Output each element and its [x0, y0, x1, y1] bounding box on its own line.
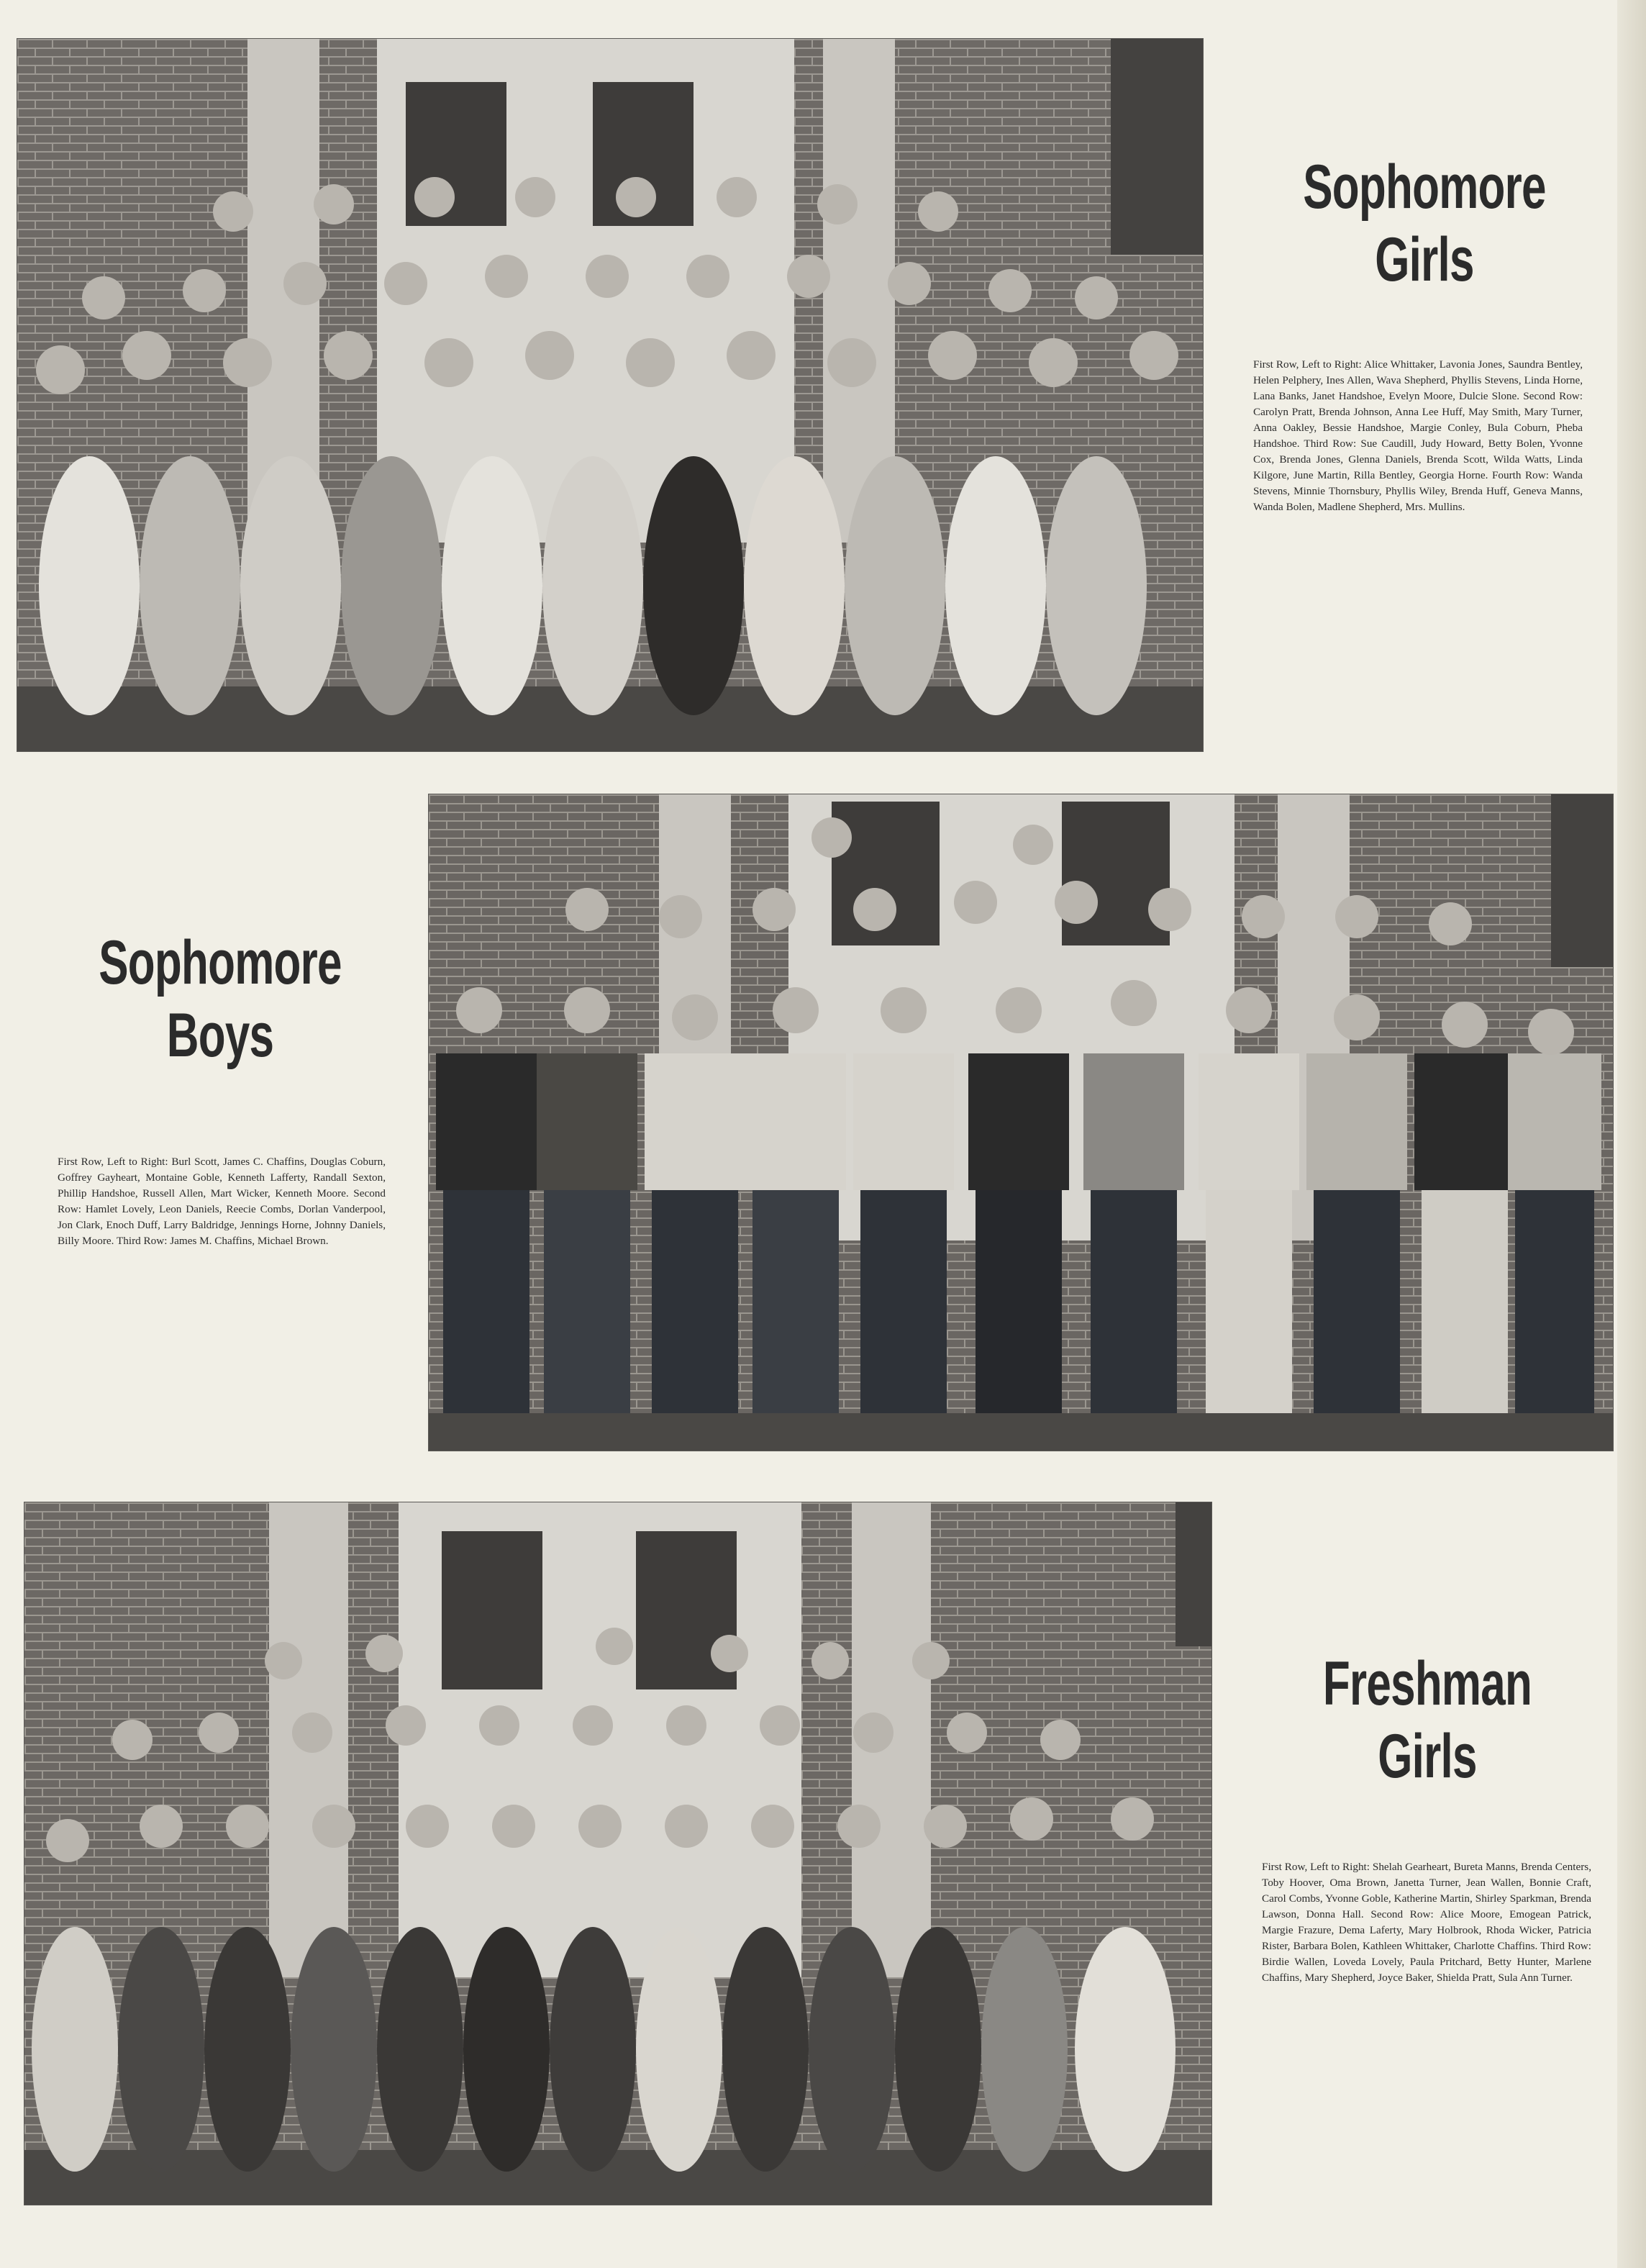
sophomore-boys-caption: First Row, Left to Right: Burl Scott, James C. Chaffins, Douglas Coburn, Goffrey Gayheart, Montaine Goble, Kenneth Lafferty, Randall Sexton, Phillip Handshoe, Russell Allen, Mart Wicker, Kenneth Moore. Second Row: Hamlet Lovely, Leon Daniels, Reecie Combs, Dorlan Vanderpool, Jon Clark, Enoch Duff, Larry Baldridge, Jennings Horne, Johnny Daniels, Billy Moore. Third Row: James M. Chaffins, Michael Brown.: [58, 1156, 386, 1247]
freshman-girls-title: [1303, 1648, 1552, 1792]
sophomore-boys-title: [96, 927, 345, 1071]
sophomore-boys-photo: [429, 794, 1613, 1451]
page-edge: [1617, 0, 1646, 2268]
title-line-2: Girls: [1378, 1721, 1477, 1791]
freshman-girls-photo: [24, 1502, 1211, 2205]
freshman-girls-caption: First Row, Left to Right: Shelah Gearheart, Bureta Manns, Brenda Centers, Toby Hoover, Oma Brown, Janetta Turner, Jean Wallen, Bonnie Craft, Carol Combs, Yvonne Goble, Katherine Martin, Shirley Sparkman, Brenda Lawson, Donna Hall. Second Row: Alice Moore, Emogean Patrick, Margie Frazure, Dema Laferty, Mary Holbrook, Rhoda Wicker, Patricia Rister, Barbara Bolen, Kathleen Whittaker, Charlotte Chaffins. Third Row: Birdie Wallen, Loveda Lovely, Paula Pritchard, Betty Hunter, Marlene Chaffins, Mary Shepherd, Joyce Baker, Shielda Pratt, Sula Ann Turner.: [1262, 1861, 1591, 1984]
photo-scene: [24, 1502, 1211, 2205]
sophomore-girls-title: [1300, 151, 1549, 296]
title-line-2: Boys: [166, 1000, 274, 1070]
title-line-1: Freshman: [1322, 1649, 1532, 1718]
title-line-1: Sophomore: [99, 928, 342, 997]
sophomore-girls-photo: [17, 39, 1203, 751]
sophomore-girls-caption: First Row, Left to Right: Alice Whittaker, Lavonia Jones, Saundra Bentley, Helen Pelphery, Ines Allen, Wava Shepherd, Phyllis Stevens, Linda Horne, Lana Banks, Janet Handshoe, Evelyn Moore, Dulcie Slone. Second Row: Carolyn Pratt, Brenda Johnson, Anna Lee Huff, May Smith, Mary Turner, Anna Oakley, Bessie Handshoe, Margie Conley, Bula Coburn, Pheba Handshoe. Third Row: Sue Caudill, Judy Howard, Betty Bolen, Yvonne Cox, Brenda Jones, Glenna Daniels, Brenda Scott, Wilda Watts, Linda Kilgore, June Martin, Rilla Bentley, Georgia Horne. Fourth Row: Wanda Stevens, Minnie Thornsbury, Phyllis Wiley, Brenda Huff, Geneva Manns, Wanda Bolen, Madlene Shepherd, Mrs. Mullins.: [1253, 358, 1583, 513]
title-line-2: Girls: [1375, 224, 1474, 294]
photo-scene: [17, 39, 1203, 751]
photo-scene: [429, 794, 1613, 1451]
title-line-1: Sophomore: [1303, 153, 1546, 222]
